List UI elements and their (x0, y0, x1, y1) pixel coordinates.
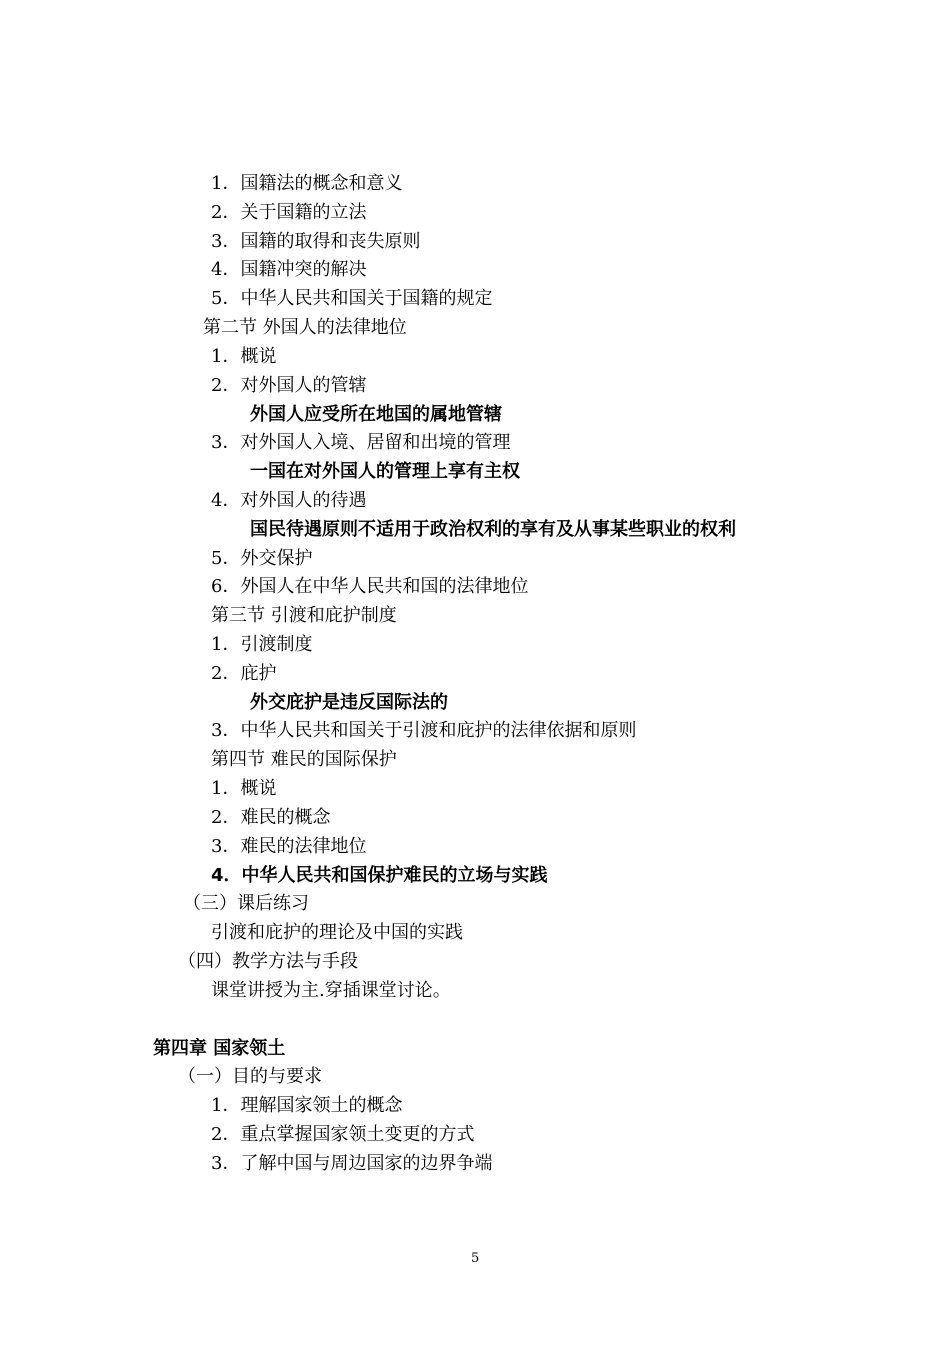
subsection-heading: （一）目的与要求 (178, 1066, 322, 1087)
list-item: 2．庇护 (211, 663, 277, 684)
list-item: 1．引渡制度 (211, 634, 313, 655)
subsection-heading: （三）课后练习 (183, 893, 309, 914)
list-item: 3．中华人民共和国关于引渡和庇护的法律依据和原则 (211, 720, 637, 741)
list-item: 3．国籍的取得和丧失原则 (211, 231, 421, 252)
section-heading: 第三节 引渡和庇护制度 (211, 605, 397, 626)
list-item: 3．对外国人入境、居留和出境的管理 (211, 432, 511, 453)
list-item: 3．难民的法律地位 (211, 836, 367, 857)
list-item: 1．概说 (211, 778, 277, 799)
list-item: 1．国籍法的概念和意义 (211, 173, 403, 194)
section-heading: 第二节 外国人的法律地位 (203, 317, 407, 338)
chapter-title: 第四章 国家领土 (153, 1038, 286, 1059)
section-heading: 第四节 难民的国际保护 (211, 749, 397, 770)
subsection-heading: （四）教学方法与手段 (178, 951, 358, 972)
key-point: 一国在对外国人的管理上享有主权 (250, 461, 520, 482)
list-item: 6．外国人在中华人民共和国的法律地位 (211, 576, 529, 597)
key-point: 外交庇护是违反国际法的 (250, 692, 448, 713)
key-point: 外国人应受所在地国的属地管辖 (250, 404, 502, 425)
list-item: 1．概说 (211, 346, 277, 367)
list-item: 2．难民的概念 (211, 807, 331, 828)
list-item: 5．中华人民共和国关于国籍的规定 (211, 288, 493, 309)
list-item: 2．对外国人的管辖 (211, 375, 367, 396)
list-item: 4．中华人民共和国保护难民的立场与实践 (211, 865, 548, 886)
list-item: 2．关于国籍的立法 (211, 202, 367, 223)
list-item: 1．理解国家领土的概念 (211, 1095, 403, 1116)
list-item: 5．外交保护 (211, 548, 313, 569)
list-item: 4．对外国人的待遇 (211, 490, 367, 511)
key-point: 国民待遇原则不适用于政治权利的享有及从事某些职业的权利 (250, 519, 736, 540)
page-number: 5 (471, 1251, 480, 1266)
list-item: 2．重点掌握国家领土变更的方式 (211, 1124, 475, 1145)
list-item: 3．了解中国与周边国家的边界争端 (211, 1153, 493, 1174)
list-item: 4．国籍冲突的解决 (211, 259, 367, 280)
paragraph: 引渡和庇护的理论及中国的实践 (211, 922, 463, 943)
paragraph: 课堂讲授为主.穿插课堂讨论。 (211, 980, 451, 1001)
